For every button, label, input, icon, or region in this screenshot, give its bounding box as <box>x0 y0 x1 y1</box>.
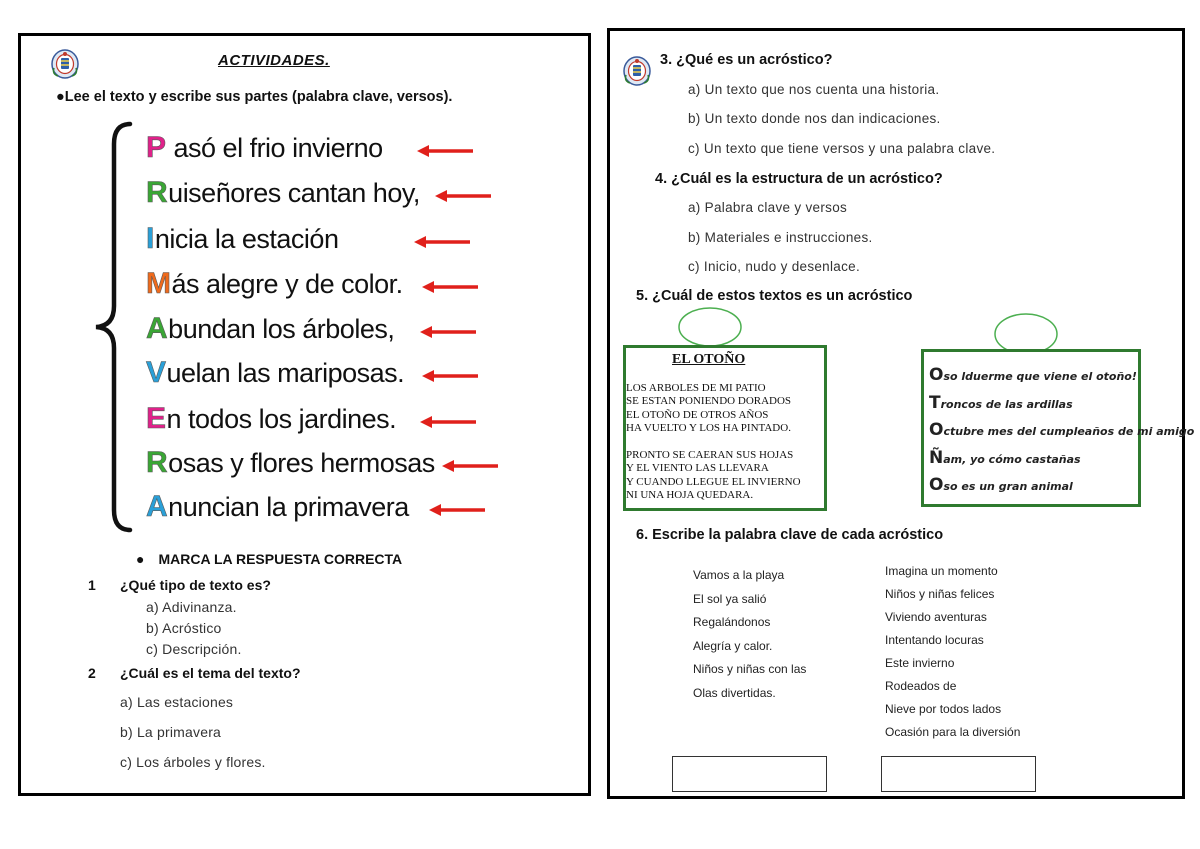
acrostic-line <box>929 393 1194 421</box>
list-item: Este invierno <box>885 656 955 670</box>
poem-key-letter: V <box>146 356 166 389</box>
poem-line <box>146 267 403 301</box>
right-logo-icon <box>622 55 652 87</box>
q1-option-b[interactable]: b) Acróstico <box>146 620 222 636</box>
list-item: Regalándonos <box>693 615 771 629</box>
red-arrow-icon <box>435 188 493 204</box>
list-item: Olas divertidas. <box>693 685 776 700</box>
poem-verse-text: uelan las mariposas. <box>166 358 405 388</box>
question-3: 3. ¿Qué es un acróstico? <box>660 52 833 68</box>
q3-option-a[interactable]: a) Un texto que nos cuenta una historia. <box>688 82 940 97</box>
red-arrow-icon <box>442 458 500 474</box>
red-arrow-icon <box>422 279 480 295</box>
poem-line: PRONTO SE CAERAN SUS HOJAS <box>626 448 794 461</box>
question-4: 4. ¿Cuál es la estructura de un acróstico? <box>655 171 943 187</box>
acrostic-verse-text: roncos de las ardillas <box>940 397 1073 411</box>
poem-key-letter: I <box>146 222 154 255</box>
activities-title: ACTIVIDADES. <box>218 52 330 69</box>
list-item: El sol ya salió <box>693 591 767 606</box>
poem-verse-text: nicia la estación <box>154 224 339 254</box>
acrostic-verse-text: so lduerme que viene el otoño! <box>943 370 1137 383</box>
question-2: 2 ¿Cuál es el tema del texto? <box>88 665 301 681</box>
q2-option-a[interactable]: a) Las estaciones <box>120 694 234 710</box>
poem-key-letter: A <box>146 490 168 523</box>
poem-verse-text: osas y flores hermosas <box>168 448 435 478</box>
poem-verse-text: bundan los árboles, <box>168 314 395 344</box>
list-item: Alegría y calor. <box>693 638 773 653</box>
poem-verse-text: nuncian la primavera <box>168 492 409 522</box>
q1-option-a[interactable]: a) Adivinanza. <box>146 599 237 615</box>
acrostic-key-letter: O <box>929 475 944 495</box>
question-5: 5. ¿Cuál de estos textos es un acróstico <box>636 288 913 304</box>
list-item: Vamos a la playa <box>693 568 785 582</box>
curly-brace-icon <box>88 120 138 535</box>
poem-line: HA VUELTO Y LOS HA PINTADO. <box>626 422 791 435</box>
q2-option-c[interactable]: c) Los árboles y flores. <box>120 754 266 770</box>
left-logo-icon <box>50 48 80 80</box>
red-arrow-icon <box>429 502 487 518</box>
instruction-text: ●Lee el texto y escribe sus partes (palabra clave, versos). <box>56 89 453 105</box>
poem-verse-text: asó el frio invierno <box>166 133 383 163</box>
poem-line <box>146 176 420 210</box>
acrostic-line <box>929 475 1194 503</box>
poem-line <box>146 356 404 390</box>
list-item: Niños y niñas con las <box>693 662 807 676</box>
acrostic-key-letter: T <box>929 392 941 413</box>
red-arrow-icon <box>420 414 478 430</box>
poem-line: Y CUANDO LLEGUE EL INVIERNO <box>626 475 801 488</box>
list-item: Niños y niñas felices <box>885 587 995 601</box>
list-item: Viviendo aventuras <box>885 610 987 624</box>
poem-verse-text: n todos los jardines. <box>166 404 397 434</box>
poem-line: NI UNA HOJA QUEDARA. <box>626 489 754 502</box>
red-arrow-icon <box>414 234 472 250</box>
poem-line <box>146 131 383 165</box>
list-item: Intentando locuras <box>885 633 984 647</box>
poem-line: Y EL VIENTO LAS LLEVARA <box>626 462 769 475</box>
red-arrow-icon <box>422 368 480 384</box>
q1-option-c[interactable]: c) Descripción. <box>146 641 242 657</box>
q4-option-c[interactable]: c) Inicio, nudo y desenlace. <box>688 259 860 274</box>
poem-key-letter: R <box>146 176 168 209</box>
q2-option-b[interactable]: b) La primavera <box>120 724 222 740</box>
red-arrow-icon <box>417 143 475 159</box>
acrostic-verse-text: so es un gran animal <box>943 480 1073 493</box>
poem-line: LOS ARBOLES DE MI PATIO <box>626 382 766 394</box>
acrostic-key-letter: O <box>929 365 944 385</box>
poem-line <box>146 446 435 480</box>
bullet-icon: ● <box>56 89 65 105</box>
poem-line <box>146 402 396 436</box>
poem-title: EL OTOÑO <box>672 352 746 367</box>
poem-key-letter: M <box>146 267 171 300</box>
poem-key-letter: P <box>146 131 166 164</box>
poem-lines <box>626 382 801 503</box>
acrostic-line <box>929 420 1194 448</box>
poem-key-letter: E <box>146 402 166 435</box>
question-6: 6. Escribe la palabra clave de cada acróstico <box>636 527 944 543</box>
acrostic-list-2 <box>885 564 1020 748</box>
poem-line <box>146 312 394 346</box>
question-1: 1 ¿Qué tipo de texto es? <box>88 577 271 593</box>
answer-oval-1[interactable] <box>677 306 743 348</box>
answer-box-2[interactable] <box>881 756 1036 792</box>
q3-option-b[interactable]: b) Un texto donde nos dan indicaciones. <box>688 111 941 126</box>
poem-key-letter: R <box>146 446 168 479</box>
acrostic-line <box>929 448 1194 476</box>
list-item: Imagina un momento <box>885 564 998 578</box>
answer-box-1[interactable] <box>672 756 827 792</box>
bullet-icon: ● <box>136 551 145 567</box>
acrostic-verse-text: ctubre mes del cumpleaños de mi amigo <box>943 425 1195 438</box>
q3-option-c[interactable]: c) Un texto que tiene versos y una palabra clave. <box>688 141 996 156</box>
poem-line: EL OTOÑO DE OTROS AÑOS <box>626 408 769 421</box>
acrostic-line <box>929 365 1194 393</box>
poem-line: SE ESTAN PONIENDO DORADOS <box>626 395 792 408</box>
list-item: Ocasión para la diversión <box>885 725 1021 739</box>
acrostic-key-letter: Ñ <box>929 447 944 468</box>
q4-option-a[interactable]: a) Palabra clave y versos <box>688 200 848 215</box>
acrostic-key-letter: O <box>929 420 944 440</box>
acrostic-verse-text: am, yo cómo castañas <box>943 452 1081 466</box>
red-arrow-icon <box>420 324 478 340</box>
poem-line <box>146 490 409 524</box>
poem-verse-text: ás alegre y de color. <box>171 269 403 299</box>
poem-line <box>146 222 338 256</box>
poem-key-letter: A <box>146 312 168 345</box>
q4-option-b[interactable]: b) Materiales e instrucciones. <box>688 230 873 245</box>
list-item: Rodeados de <box>885 679 957 693</box>
poem-verse-text: uiseñores cantan hoy, <box>168 178 420 208</box>
poem-line <box>626 436 801 449</box>
acrostic-lines <box>929 365 1194 503</box>
list-item: Nieve por todos lados <box>885 702 1002 716</box>
acrostic-list-1 <box>693 568 806 709</box>
mark-heading: ● MARCA LA RESPUESTA CORRECTA <box>136 551 403 567</box>
